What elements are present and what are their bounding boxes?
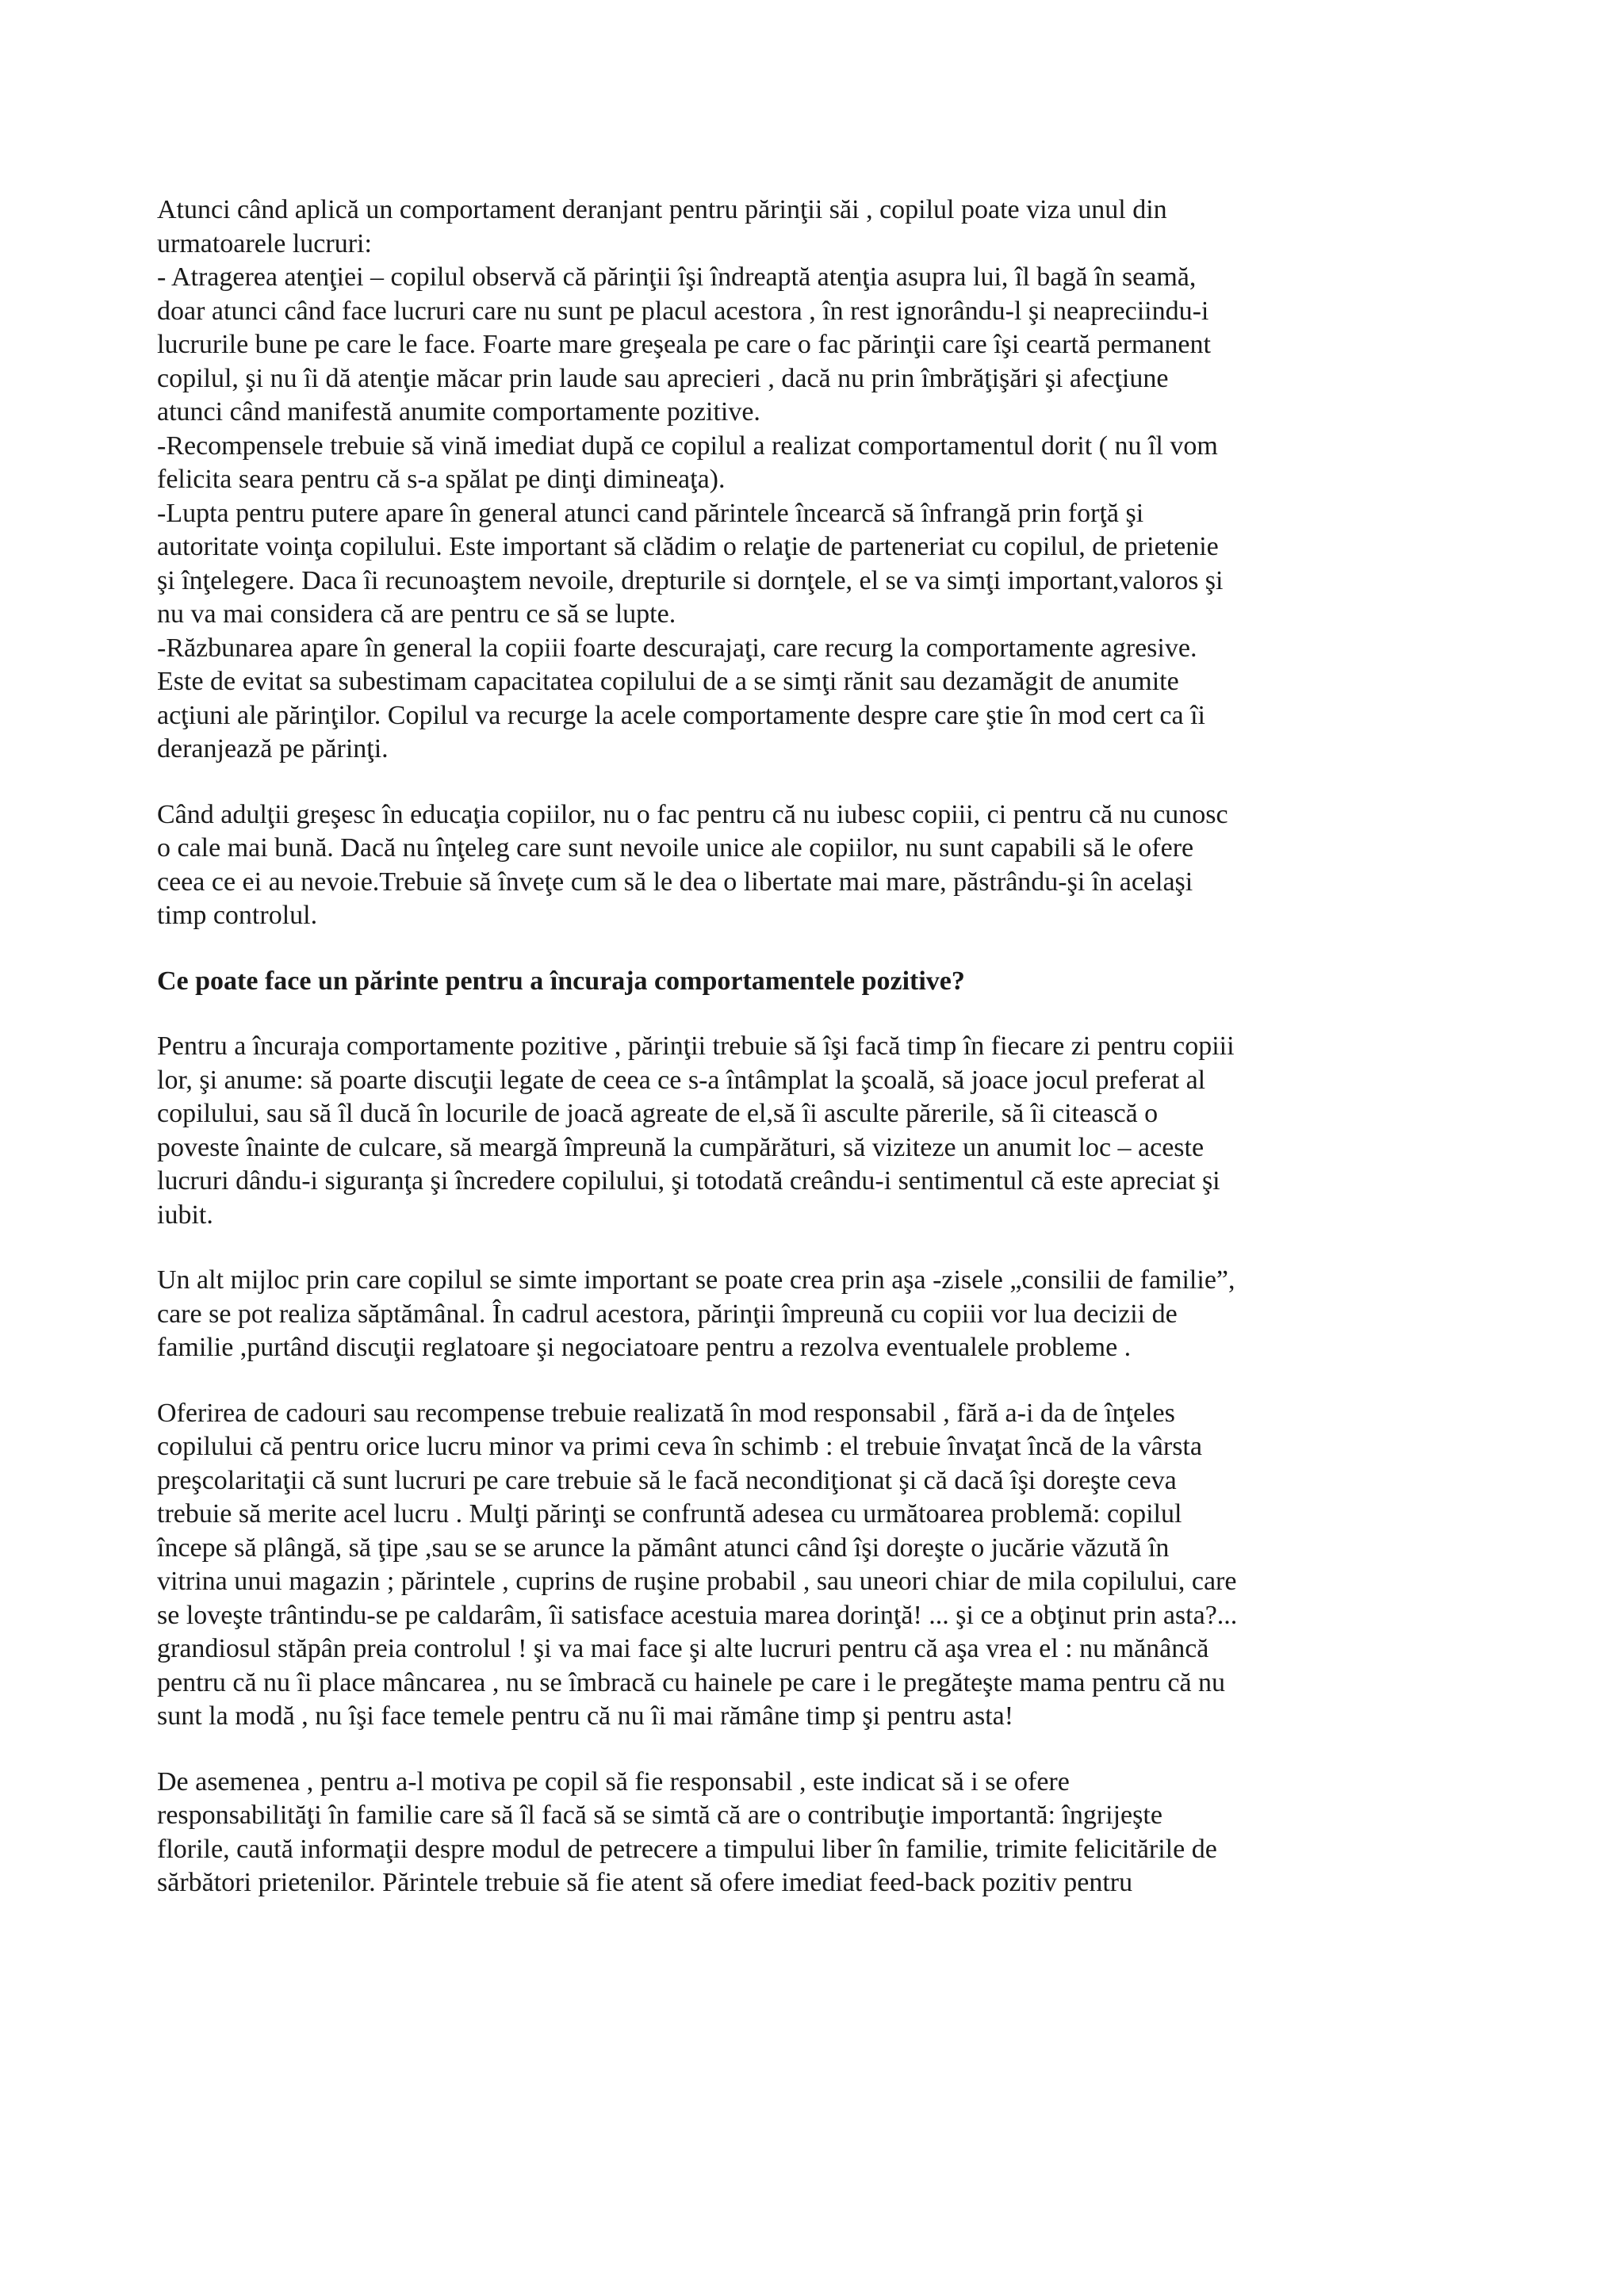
- paragraph-gap: [157, 1365, 1481, 1397]
- document-body: [157, 193, 1481, 1900]
- section-heading: Ce poate face un părinte pentru a încuraja comportamentele pozitive?: [157, 966, 965, 996]
- paragraph-responsibilities: De asemenea , pentru a-l motiva pe copil să fie responsabil , este indicat să i se ofere responsabilităţi în familie care să îl facă să se simtă că are o contribuţie importantă: îngrijeşte florile, caută informaţii despre modul de petrecere a timpului liber în familie, trimite felicitările de sărbători prietenilor. Părintele trebuie să fie atent să ofere imediat feed-back pozitiv pentru: [157, 1766, 1217, 1897]
- paragraph-gap: [157, 998, 1481, 1030]
- paragraph-misbehavior-goals: Atunci când aplică un comportament deranjant pentru părinţii săi , copilul poate viza unul din urmatoarele lucruri: - Atragerea atenţiei – copilul observă că părinţii îşi îndreaptă atenţia asupra lui, îl bagă în seamă, doar atunci când face lucruri care nu sunt pe placul acestora , în rest ignorându-l şi neapreciindu-i lucrurile bune pe care le face. Foarte mare greşeala pe care o fac părinţii care îşi ceartă permanent copilul, şi nu îi dă atenţie măcar prin laude sau aprecieri , dacă nu prin îmbrăţişări şi afecţiune atunci când manifestă anumite comportamente pozitive. -Recompensele trebuie să vină imediat după ce copilul a realizat comportamentul dorit ( nu îl vom felicita seara pentru că s-a spălat pe dinţi dimineaţa). -Lupta pentru putere apare în general atunci cand părintele încearcă să înfrangă prin forţă şi autoritate voinţa copilului. Este important să clădim o relaţie de parteneriat cu copilul, de prietenie şi înţelegere. Daca îi recunoaştem nevoile, drepturile si dornţele, el se va simţi important,valoros şi nu va mai considera că are pentru ce să se lupte. -Răzbunarea apare în general la copiii foarte descurajaţi, care recurg la comportamente agresive. Este de evitat sa subestimam capacitatea copilului de a se simţi rănit sau dezamăgit de anumite acţiuni ale părinţilor. Copilul va recurge la acele comportamente despre care ştie în mod cert ca îi deranjează pe părinţi.: [157, 195, 1224, 763]
- paragraph-gap: [157, 1734, 1481, 1766]
- paragraph-gap: [157, 1232, 1481, 1264]
- paragraph-gap: [157, 933, 1481, 965]
- paragraph-family-councils: Un alt mijloc prin care copilul se simte important se poate crea prin aşa -zisele „consilii de familie”, care se pot realiza săptămânal. În cadrul acestora, părinţii împreună cu copiii vor lua decizii de familie ,purtând discuţii reglatoare şi negociatoare pentru a rezolva eventualele probleme .: [157, 1265, 1235, 1362]
- paragraph-gifts-rewards: Oferirea de cadouri sau recompense trebuie realizată în mod responsabil , fără a-i da de înţeles copilului că pentru orice lucru minor va primi ceva în schimb : el trebuie învaţat încă de la vârsta preşcolaritaţii că sunt lucruri pe care trebuie să le facă necondiţionat şi că dacă îşi doreşte ceva trebuie să merite acel lucru . Mulţi părinţi se confruntă adesea cu următoarea problemă: copilul începe să plângă, să ţipe ,sau se se arunce la pământ atunci când îşi doreşte o jucărie văzută în vitrina unui magazin ; părintele , cuprins de ruşine probabil , sau uneori chiar de mila copilului, care se loveşte trântindu-se pe caldarâm, îi satisface acestuia marea dorinţă! ... şi ce a obţinut prin asta?... grandiosul stăpân preia controlul ! şi va mai face şi alte lucruri pentru că aşa vrea el : nu mănâncă pentru că nu îi place mâncarea , nu se îmbracă cu hainele pe care i le pregăteşte mama pentru că nu sunt la modă , nu îşi face temele pentru că nu îi mai rămâne timp şi pentru asta!: [157, 1398, 1238, 1731]
- paragraph-gap: [157, 767, 1481, 798]
- paragraph-daily-time: Pentru a încuraja comportamente pozitive , părinţii trebuie să îşi facă timp în fiecare zi pentru copiii lor, şi anume: să poarte discuţii legate de ceea ce s-a întâmplat la şcoală, să joace jocul preferat al copilului, sau să îl ducă în locurile de joacă agreate de el,să îi asculte părerile, să îi citească o poveste înainte de culcare, să meargă împreună la cumpărături, să viziteze un anumit loc – aceste lucruri dându-i siguranţa şi încredere copilului, şi totodată creându-i sentimentul că este apreciat şi iubit.: [157, 1031, 1235, 1230]
- paragraph-adult-mistakes: Când adulţii greşesc în educaţia copiilor, nu o fac pentru că nu iubesc copiii, ci pentru că nu cunosc o cale mai bună. Dacă nu înţeleg care sunt nevoile unice ale copiilor, nu sunt capabili să le ofere ceea ce ei au nevoie.Trebuie să înveţe cum să le dea o libertate mai mare, păstrându-şi în acelaşi timp controlul.: [157, 799, 1228, 930]
